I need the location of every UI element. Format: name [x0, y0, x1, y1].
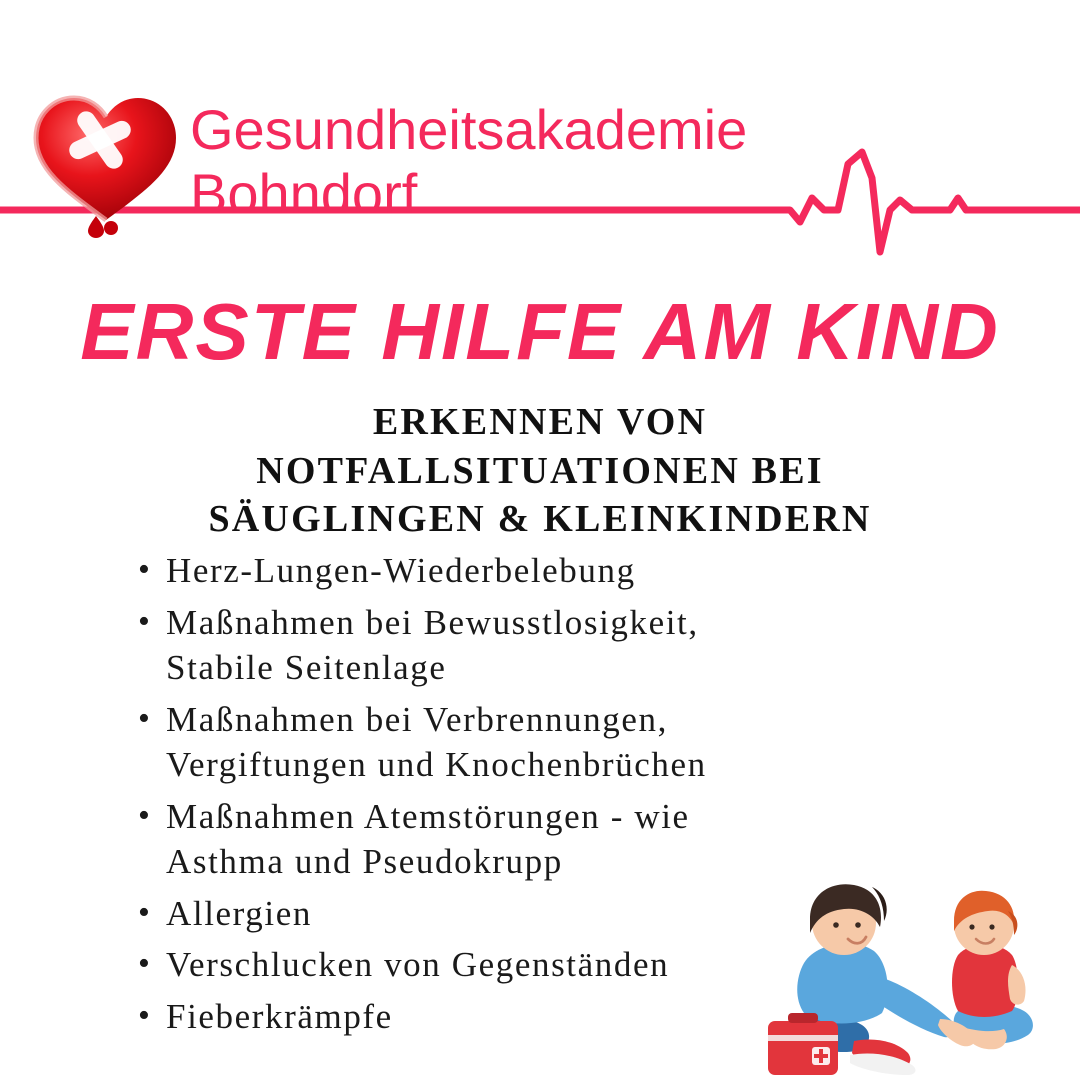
first-aid-helper-with-child-illustration: [762, 815, 1072, 1080]
list-item: [138, 548, 968, 594]
brand-line-2: Bohndorf: [190, 162, 418, 226]
heart-with-bandage-icon: [28, 88, 188, 238]
list-item-line: • Fieberkrämpfe: [166, 996, 393, 1036]
brand-name: [190, 98, 747, 227]
list-item-line: Asthma und Pseudokrupp: [166, 842, 563, 881]
brand-line-1: Gesundheitsakademie: [190, 98, 748, 161]
list-item-line: • Verschlucken von Gegenständen: [166, 945, 670, 984]
subtitle-line-2: NOTFALLSITUATIONEN BEI: [256, 449, 824, 492]
list-item-line: • Maßnahmen Atemstörungen - wie: [166, 796, 690, 836]
list-item-line: Vergiftungen und Knochenbrüchen: [166, 745, 707, 784]
list-item-line: • Allergien: [166, 893, 312, 933]
subtitle-line-1: ERKENNEN VON: [372, 401, 708, 443]
list-item: [138, 697, 968, 788]
first-aid-kit-icon: [768, 1013, 838, 1075]
list-item-line: • Maßnahmen bei Verbrennungen,: [166, 699, 668, 739]
page-subtitle: [90, 398, 990, 544]
list-item: [138, 600, 968, 691]
list-item-line: • Maßnahmen bei Bewusstlosigkeit,: [166, 602, 699, 642]
page-title: ERSTE HILFE AM KIND: [80, 287, 1000, 376]
list-item-line: Stabile Seitenlage: [166, 648, 447, 687]
list-item-line: • Herz-Lungen-Wiederbelebung: [166, 551, 636, 590]
header: [0, 0, 1080, 250]
subtitle-line-3: SÄUGLINGEN & KLEINKINDERN: [208, 498, 872, 541]
